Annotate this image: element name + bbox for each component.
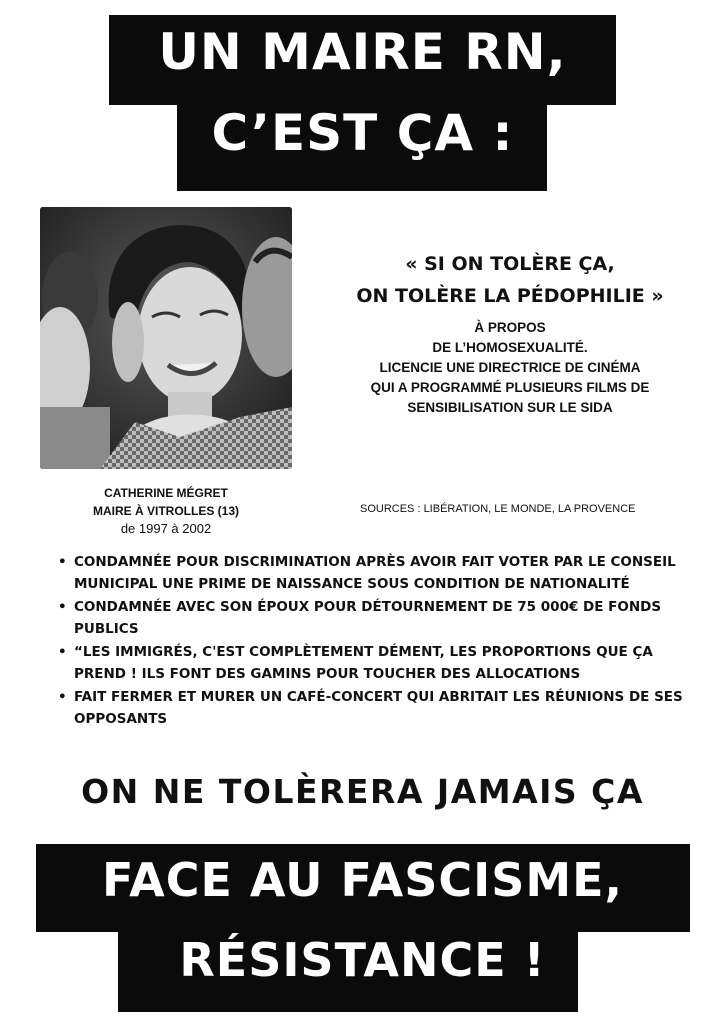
footer-line-1: FACE AU FASCISME, — [101, 853, 624, 907]
list-item: • FAIT FERMER ET MURER UN CAFÉ-CONCERT QUI ABRITAIT LES RÉUNIONS DE SES OPPOSANTS — [58, 686, 708, 730]
header-line-1: UN MAIRE RN, — [158, 23, 567, 81]
list-item: • CONDAMNÉE AVEC SON ÉPOUX POUR DÉTOURNEMENT DE 75 000€ DE FONDS PUBLICS — [58, 596, 708, 640]
portrait-photo — [40, 207, 292, 469]
header-line-2: C’EST ÇA : — [211, 104, 514, 162]
quote-line-1: « SI ON TOLÈRE ÇA, — [405, 253, 615, 275]
context-line-2: DE L’HOMOSEXUALITÉ. — [432, 340, 588, 355]
caption-years: de 1997 à 2002 — [120, 521, 212, 536]
quote-line-2: ON TOLÈRE LA PÉDOPHILIE » — [356, 285, 664, 307]
context-line-5: SENSIBILISATION SUR LE SIDA — [407, 400, 613, 415]
context-line-1: À PROPOS — [474, 320, 546, 335]
quote-context — [300, 318, 720, 418]
list-item: • CONDAMNÉE POUR DISCRIMINATION APRÈS AVOIR FAIT VOTER PAR LE CONSEIL MUNICIPAL UNE PRIME DE NAISSANCE SOUS CONDITION DE NATIONALITÉ — [58, 551, 708, 595]
context-line-3: LICENCIE UNE DIRECTRICE DE CINÉMA — [379, 360, 641, 375]
caption-name: CATHERINE MÉGRET — [104, 486, 228, 500]
facts-list — [58, 551, 708, 731]
photo-caption — [40, 484, 292, 538]
slogan: ON NE TOLÈRERA JAMAIS ÇA — [81, 772, 644, 811]
footer-line-2: RÉSISTANCE ! — [179, 933, 546, 987]
caption-role: MAIRE À VITROLLES (13) — [92, 504, 239, 518]
sources: SOURCES : LIBÉRATION, LE MONDE, LA PROVENCE — [360, 503, 636, 515]
context-line-4: QUI A PROGRAMMÉ PLUSIEURS FILMS DE — [370, 380, 650, 395]
list-item: • “LES IMMIGRÉS, C'EST COMPLÈTEMENT DÉMENT, LES PROPORTIONS QUE ÇA PREND ! ILS FONT DES GAMINS POUR TOUCHER DES ALLOCATIONS — [58, 641, 708, 685]
quote — [300, 248, 720, 312]
